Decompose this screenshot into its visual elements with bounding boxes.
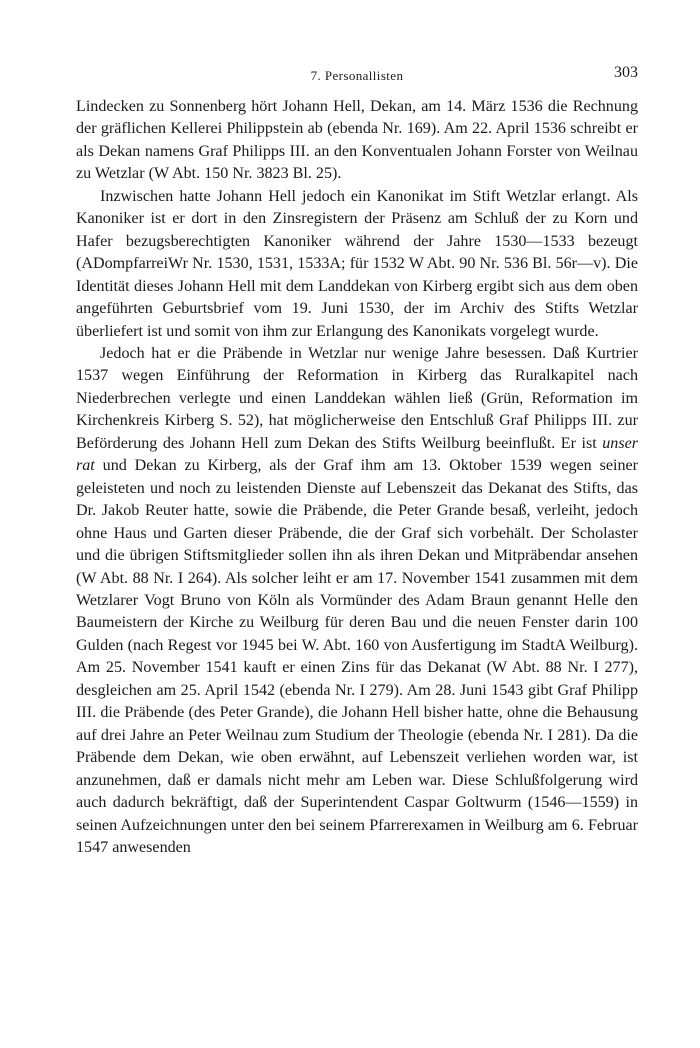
text-run: Inzwischen hatte Johann Hell jedoch ein Kanonikat im Stift Wetzlar erlangt. Als Kanoniker ist er dort in den Zinsregistern der Präsenz am Schluß der zu Korn und Hafer bezugsberechtigten Kanoniker während der Jahre 1530—1533 bezeugt (ADompfarreiWr Nr. 1530, 1531, 1533A; für 1532 W Abt. 90 Nr. 536 Bl. 56r—v). Die Identität dieses Johann Hell mit dem Landdekan von Kirberg ergibt sich aus dem oben angeführten Geburtsbrief vom 19. Juni 1530, der im Archiv des Stifts Wetzlar überliefert ist und somit von ihm zur Erlangung des Kanonikats vorgelegt wurde. [76, 187, 638, 340]
body-text [76, 96, 638, 859]
italic-quote: unser rat [76, 434, 638, 475]
page-number: 303 [614, 64, 638, 81]
text-run: Jedoch hat er die Präbende in Wetzlar nur wenige Jahre besessen. Daß Kurtrier 1537 wegen Einführung der Reformation in Kirberg das Ruralkapitel nach Niederbrechen verlegte und einen Landdekan wählen ließ (Grün, Reformation im Kirchenkreis Kirberg S. 52), hat möglicherweise den Entschluß Graf Philipps III. zur Beförderung des Johann Hell zum Dekan des Stifts Weilburg beeinflußt. Er ist [76, 344, 638, 452]
paragraph [76, 96, 638, 186]
text-run: und Dekan zu Kirberg, als der Graf ihm am 13. Oktober 1539 wegen seiner geleisteten und noch zu leistenden Dienste auf Lebenszeit das Dekanat des Stifts, das Dr. Jakob Reuter hatte, sowie die Präbende, die Peter Grande besaß, verleiht, jedoch ohne Haus und Garten dieser Präbende, die der Graf sich vorbehält. Der Scholaster und die übrigen Stiftsmitglieder sollen ihn als ihren Dekan und Mitpräbendar ansehen (W Abt. 88 Nr. I 264). Als solcher leiht er am 17. November 1541 zusammen mit dem Wetzlarer Vogt Bruno von Köln als Vormünder des Adam Braun genannt Helle den Baumeistern der Kirche zu Weilburg für deren Bau und die neuen Fenster darin 100 Gulden (nach Regest vor 1945 bei W. Abt. 160 von Ausfertigung im StadtA Weilburg). Am 25. November 1541 kauft er einen Zins für das Dekanat (W Abt. 88 Nr. I 277), desgleichen am 25. April 1542 (ebenda Nr. I 279). Am 28. Juni 1543 gibt Graf Philipp III. die Präbende (des Peter Grande), die Johann Hell bisher hatte, ohne die Behausung auf drei Jahre an Peter Weilnau zum Studium der Theologie (ebenda Nr. I 281). Da die Präbende dem Dekan, wie oben erwähnt, auf Lebenszeit verliehen worden war, ist anzunehmen, daß er damals nicht mehr am Leben war. Diese Schlußfolgerung wird auch dadurch bekräftigt, daß der Superintendent Caspar Goltwurm (1546—1559) in seinen Aufzeichnungen unter den bei seinem Pfarrerexamen in Weilburg am 6. Februar 1547 anwesenden [76, 457, 638, 856]
paragraph [76, 343, 638, 859]
running-title: 7. Personallisten [310, 68, 404, 83]
paragraph [76, 186, 638, 343]
running-head [76, 64, 638, 88]
text-run: Lindecken zu Sonnenberg hört Johann Hell, Dekan, am 14. März 1536 die Rechnung der gräflichen Kellerei Philippstein ab (ebenda Nr. 169). Am 22. April 1536 schreibt er als Dekan namens Graf Philipps III. an den Konventualen Johann Forster von Weilnau zu Wetzlar (W Abt. 150 Nr. 3823 Bl. 25). [76, 98, 638, 183]
